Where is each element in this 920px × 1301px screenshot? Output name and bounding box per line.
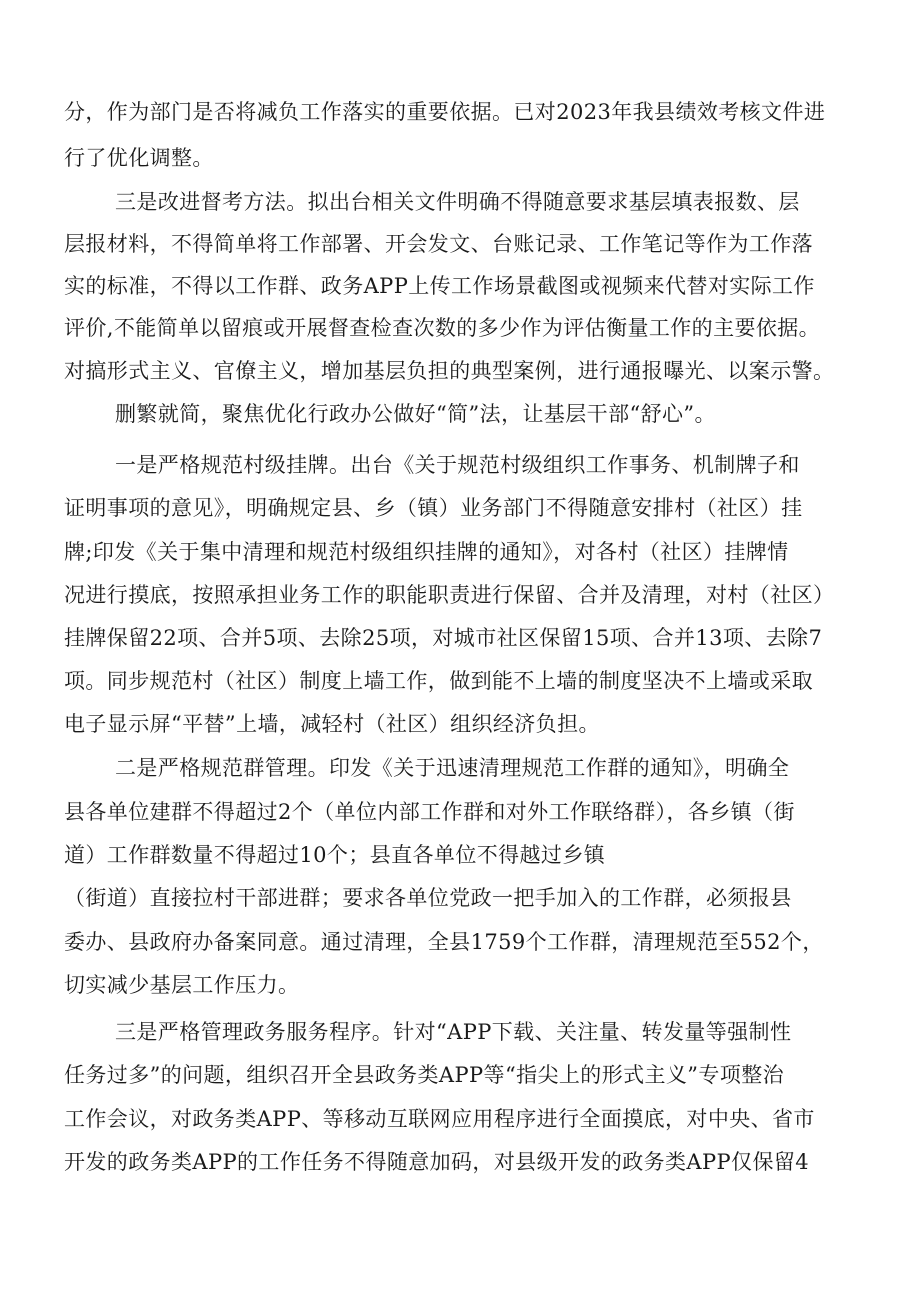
text-line: 道）工作群数量不得超过10个；县直各单位不得越过乡镇 [64,843,606,867]
text-line: 三是严格管理政务服务程序。针对“APP下载、关注量、转发量等强制性 [115,1020,792,1044]
text-line: 工作会议，对政务类APP、等移动互联网应用程序进行全面摸底，对中央、省市 [64,1107,815,1131]
text-line: 分，作为部门是否将减负工作落实的重要依据。已对2023年我县绩效考核文件进 [64,100,826,124]
text-line: 开发的政务类APP的工作任务不得随意加码，对县级开发的政务类APP仅保留4 [64,1150,810,1174]
text-line: 牌;印发《关于集中清理和规范村级组织挂牌的通知》，对各村（社区）挂牌情 [64,540,789,564]
text-line: 任务过多”的问题，组织召开全县政务类APP等“指尖上的形式主义”专项整治 [64,1063,785,1087]
text-line: 层报材料，不得简单将工作部署、开会发文、台账记录、工作笔记等作为工作落 [64,232,813,256]
text-line: 一是严格规范村级挂牌。出台《关于规范村级组织工作事务、机制牌子和 [115,453,800,477]
text-line: 实的标准，不得以工作群、政务APP上传工作场景截图或视频来代替对实际工作 [64,274,815,298]
text-line: 二是严格规范群管理。印发《关于迅速清理规范工作群的通知》，明确全 [115,756,790,780]
text-line: 县各单位建群不得超过2个（单位内部工作群和对外工作联络群），各乡镇（街 [64,800,795,824]
text-line: 行了优化调整。 [64,146,214,170]
text-line: 证明事项的意见》，明确规定县、乡（镇）业务部门不得随意安排村（社区）挂 [64,496,803,520]
text-line: 委办、县政府办备案同意。通过清理，全县1759个工作群，清理规范至552个， [64,930,824,954]
text-line: 评价,不能简单以留痕或开展督查检查次数的多少作为评估衡量工作的主要依据。 [64,316,821,340]
section-heading: 删繁就简，聚焦优化行政办公做好“简”法，让基层干部“舒心”。 [115,402,716,426]
text-line: 挂牌保留22项、合并5项、去除25项，对城市社区保留15项、合并13项、去除7 [64,626,823,650]
text-line: 三是改进督考方法。拟出台相关文件明确不得随意要求基层填表报数、层 [115,190,800,214]
text-line: 项。同步规范村（社区）制度上墙工作，做到能不上墙的制度坚决不上墙或采取 [64,669,813,693]
text-line: 电子显示屏“平替”上墙，减轻村（社区）组织经济负担。 [64,712,600,736]
text-line: 对搞形式主义、官僚主义，增加基层负担的典型案例，进行通报曝光、以案示警。 [64,359,835,383]
text-line: 况进行摸底，按照承担业务工作的职能职责进行保留、合并及清理，对村（社区） [64,583,835,607]
text-line: 切实减少基层工作压力。 [64,973,300,997]
text-line: （街道）直接拉村干部进群；要求各单位党政一把手加入的工作群，必须报县 [64,886,792,910]
